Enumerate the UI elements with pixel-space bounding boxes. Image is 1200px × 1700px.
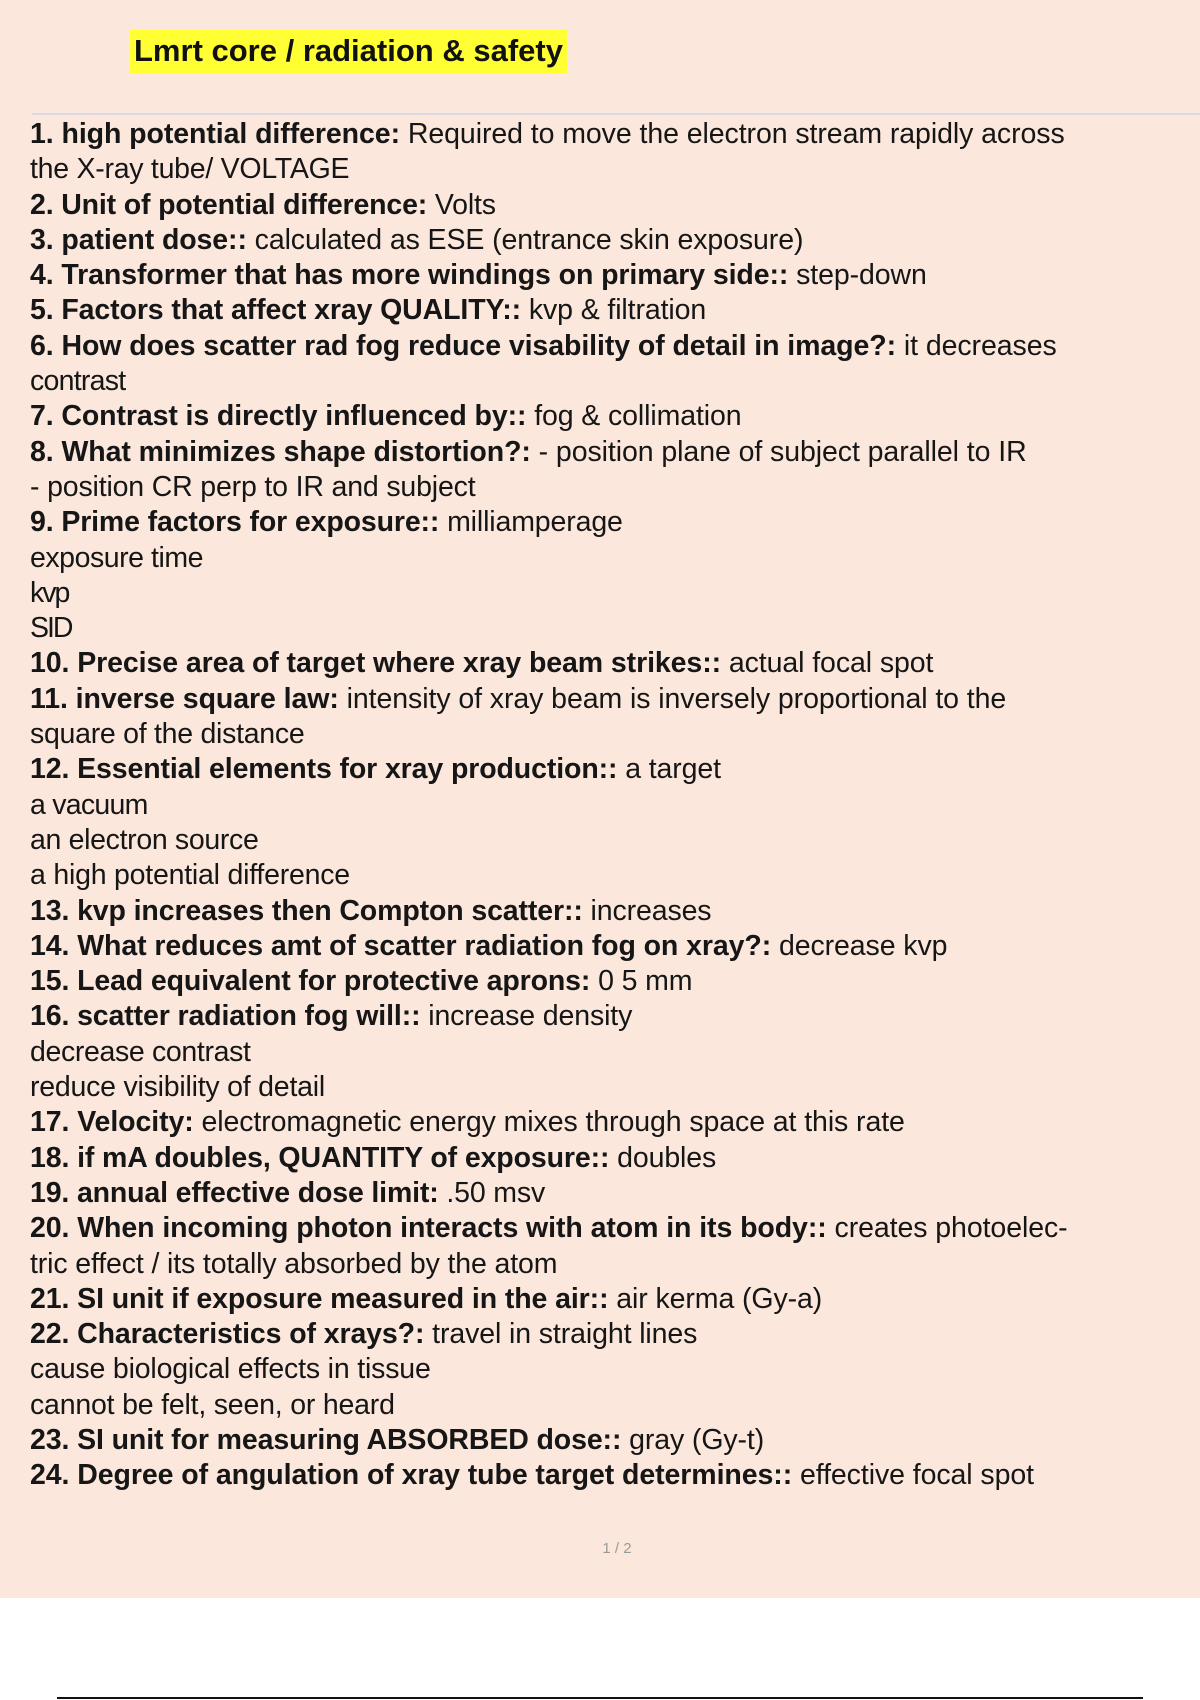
answer-text: reduce visibility of detail	[30, 1071, 325, 1104]
qa-item	[30, 1317, 1200, 1423]
item-number: 21.	[30, 1282, 70, 1315]
qa-first-line	[30, 646, 1200, 681]
answer-text: - position CR perp to IR and subject	[30, 470, 476, 503]
question-text: Degree of angulation of xray tube target determines::	[77, 1459, 793, 1492]
answer-text: cannot be felt, seen, or heard	[30, 1388, 395, 1421]
item-number: 1.	[30, 118, 54, 150]
question-text: Lead equivalent for protective aprons:	[77, 965, 591, 998]
qa-first-line	[30, 117, 1200, 152]
item-number: 17.	[30, 1106, 70, 1139]
answer-text: increases	[590, 894, 712, 927]
answer-text: an electron source	[30, 823, 259, 856]
item-number: 22.	[30, 1318, 70, 1351]
answer-text: milliamperage	[447, 506, 623, 539]
item-number: 24.	[30, 1459, 70, 1492]
qa-first-line	[30, 399, 1200, 434]
answer-text: 0 5 mm	[598, 965, 693, 998]
qa-item	[30, 1282, 1200, 1317]
qa-item	[30, 505, 1200, 646]
answer-text: the X-ray tube/ VOLTAGE	[30, 153, 350, 186]
qa-item	[30, 929, 1200, 964]
answer-text: SID	[30, 612, 72, 645]
answer-text: air kerma (Gy-a)	[616, 1282, 823, 1315]
question-text: When incoming photon interacts with atom in its body::	[77, 1212, 827, 1245]
answer-continuation-line	[30, 576, 1200, 611]
qa-first-line	[30, 999, 1200, 1034]
qa-item	[30, 223, 1200, 258]
answer-text: kvp	[30, 576, 69, 609]
answer-text: exposure time	[30, 541, 203, 574]
item-number: 2.	[30, 188, 54, 221]
qa-first-line	[30, 682, 1200, 717]
answer-continuation-line	[30, 1388, 1200, 1423]
answer-continuation-line	[30, 470, 1200, 505]
item-number: 13.	[30, 894, 70, 927]
answer-text: doubles	[617, 1141, 717, 1174]
qa-first-line	[30, 223, 1200, 258]
answer-continuation-line	[30, 717, 1200, 752]
answer-text: Volts	[434, 188, 496, 221]
qa-item	[30, 682, 1200, 753]
qa-item	[30, 1458, 1200, 1493]
item-number: 8.	[30, 435, 54, 468]
answer-text: gray (Gy-t)	[629, 1423, 765, 1456]
answer-continuation-line	[30, 541, 1200, 576]
answer-text: a vacuum	[30, 788, 148, 821]
item-number: 4.	[30, 259, 54, 292]
item-number: 6.	[30, 329, 54, 362]
qa-first-line	[30, 1423, 1200, 1458]
qa-first-line	[30, 1105, 1200, 1140]
page-indicator: 1 / 2	[602, 1540, 632, 1557]
qa-item	[30, 1211, 1200, 1282]
qa-first-line	[30, 929, 1200, 964]
qa-first-line	[30, 435, 1200, 470]
answer-text: it decreases	[903, 329, 1057, 362]
qa-item	[30, 1423, 1200, 1458]
answer-text: travel in straight lines	[432, 1318, 698, 1351]
qa-first-line	[30, 505, 1200, 540]
answer-text: tric effect / its totally absorbed by the atom	[30, 1247, 558, 1280]
item-number: 5.	[30, 294, 54, 327]
question-text: How does scatter rad fog reduce visability of detail in image?:	[61, 329, 897, 362]
answer-text: contrast	[30, 365, 126, 398]
item-number: 18.	[30, 1141, 70, 1174]
qa-first-line	[30, 293, 1200, 328]
answer-continuation-line	[30, 152, 1200, 187]
title-divider	[32, 113, 1200, 115]
answer-continuation-line	[30, 1247, 1200, 1282]
question-text: SI unit if exposure measured in the air::	[77, 1282, 609, 1315]
item-number: 11.	[30, 682, 68, 715]
qa-item	[30, 435, 1200, 506]
question-text: Contrast is directly influenced by::	[61, 400, 527, 433]
item-number: 23.	[30, 1423, 70, 1456]
question-text: inverse square law:	[75, 682, 339, 715]
qa-item	[30, 646, 1200, 681]
answer-text: - position plane of subject parallel to IR	[538, 435, 1027, 468]
question-text: scatter radiation fog will::	[77, 1000, 421, 1033]
qa-first-line	[30, 752, 1200, 787]
qa-item	[30, 399, 1200, 434]
answer-text: a target	[625, 753, 721, 786]
answer-text: fog & collimation	[534, 400, 742, 433]
question-text: Factors that affect xray QUALITY::	[61, 294, 522, 327]
qa-item	[30, 752, 1200, 893]
question-text: SI unit for measuring ABSORBED dose::	[77, 1423, 622, 1456]
item-number: 15.	[30, 965, 70, 998]
qa-first-line	[30, 188, 1200, 223]
question-text: high potential difference:	[61, 118, 400, 150]
item-number: 12.	[30, 753, 70, 786]
question-text: Essential elements for xray production::	[77, 753, 618, 786]
answer-text: Required to move the electron stream rapidly across	[407, 118, 1065, 150]
qa-first-line	[30, 258, 1200, 293]
qa-first-line	[30, 1282, 1200, 1317]
qa-first-line	[30, 1211, 1200, 1246]
answer-text: decrease contrast	[30, 1035, 251, 1068]
item-number: 19.	[30, 1176, 70, 1209]
qa-item	[30, 1141, 1200, 1176]
item-number: 10.	[30, 647, 70, 680]
qa-first-line	[30, 1458, 1200, 1493]
item-number: 16.	[30, 1000, 70, 1033]
item-number: 9.	[30, 506, 54, 539]
qa-item	[30, 1105, 1200, 1140]
qa-first-line	[30, 1317, 1200, 1352]
item-number: 7.	[30, 400, 54, 433]
qa-first-line	[30, 1176, 1200, 1211]
answer-continuation-line	[30, 611, 1200, 646]
document-title: Lmrt core / radiation & safety	[130, 30, 567, 73]
answer-text: effective focal spot	[799, 1459, 1034, 1492]
question-text: patient dose::	[61, 223, 247, 256]
answer-text: increase density	[428, 1000, 633, 1033]
question-text: annual effective dose limit:	[76, 1176, 439, 1209]
question-text: Unit of potential difference:	[61, 188, 428, 221]
qa-item	[30, 1176, 1200, 1211]
qa-first-line	[30, 329, 1200, 364]
question-text: Precise area of target where xray beam strikes::	[77, 647, 722, 680]
answer-continuation-line	[30, 1352, 1200, 1387]
answer-text: intensity of xray beam is inversely proportional to the	[346, 682, 1007, 715]
question-text: kvp increases then Compton scatter::	[77, 894, 583, 927]
qa-first-line	[30, 894, 1200, 929]
answer-text: calculated as ESE (entrance skin exposure)	[254, 223, 804, 256]
item-number: 3.	[30, 223, 54, 256]
answer-text: a high potential difference	[30, 859, 350, 892]
qa-item	[30, 329, 1200, 400]
qa-item	[30, 258, 1200, 293]
qa-item	[30, 999, 1200, 1105]
answer-text: square of the distance	[30, 718, 305, 751]
answer-text: creates photoelec-	[834, 1212, 1068, 1245]
qa-item	[30, 894, 1200, 929]
answer-text: electromagnetic energy mixes through space at this rate	[201, 1106, 905, 1139]
item-number: 14.	[30, 929, 70, 962]
qa-item	[30, 117, 1200, 188]
answer-continuation-line	[30, 1035, 1200, 1070]
answer-continuation-line	[30, 858, 1200, 893]
question-text: if mA doubles, QUANTITY of exposure::	[77, 1141, 610, 1174]
answer-continuation-line	[30, 788, 1200, 823]
question-text: Transformer that has more windings on primary side::	[61, 259, 789, 292]
qa-item	[30, 964, 1200, 999]
answer-continuation-line	[30, 364, 1200, 399]
question-text: Velocity:	[77, 1106, 194, 1139]
answer-text: kvp & filtration	[528, 294, 707, 327]
answer-continuation-line	[30, 823, 1200, 858]
qa-item	[30, 188, 1200, 223]
qa-first-line	[30, 1141, 1200, 1176]
question-text: What minimizes shape distortion?:	[61, 435, 531, 468]
answer-text: .50 msv	[446, 1176, 546, 1209]
qa-item	[30, 293, 1200, 328]
answer-text: actual focal spot	[728, 647, 934, 680]
question-text: What reduces amt of scatter radiation fog on xray?:	[77, 929, 772, 962]
qa-list	[30, 117, 1200, 1494]
question-text: Prime factors for exposure::	[61, 506, 440, 539]
qa-first-line	[30, 964, 1200, 999]
item-number: 20.	[30, 1212, 70, 1245]
question-text: Characteristics of xrays?:	[77, 1318, 425, 1351]
answer-text: cause biological effects in tissue	[30, 1353, 431, 1386]
answer-continuation-line	[30, 1070, 1200, 1105]
answer-text: decrease kvp	[778, 929, 948, 962]
answer-text: step-down	[796, 259, 927, 292]
footer-divider	[57, 1697, 1143, 1699]
